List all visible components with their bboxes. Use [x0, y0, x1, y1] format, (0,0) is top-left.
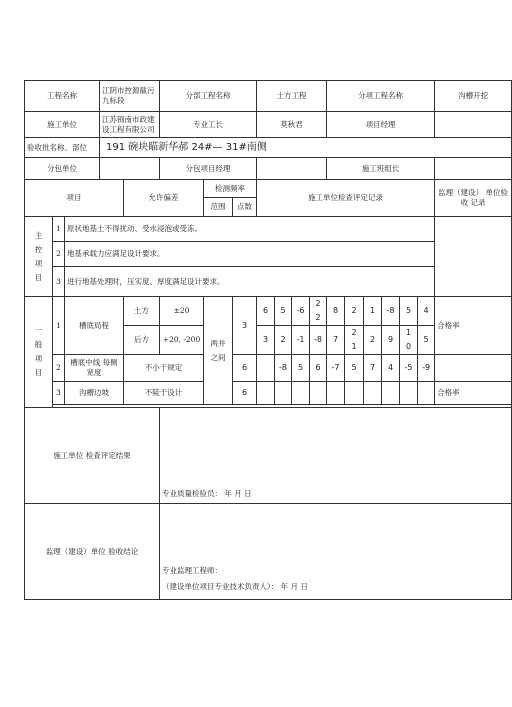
rock-value-9: 10 [400, 326, 418, 355]
rock-value-3: -1 [292, 326, 310, 355]
sl-value-6 [345, 382, 364, 405]
manager-label: 项目经理 [327, 112, 435, 138]
cl-value-5: -7 [327, 355, 345, 382]
batch-label: 验收批名称、部位 [25, 138, 100, 158]
cl-value-3: 5 [292, 355, 310, 382]
head-points: 点数 [233, 198, 257, 217]
cl-value-10: -9 [418, 355, 435, 382]
supervision-sign-line-2: （建设单位项目专业技术负责人）： 年 月 日 [162, 582, 308, 591]
head-scope: 范围 [204, 198, 233, 217]
cl-value-4: 6 [310, 355, 327, 382]
gi-soil-allow: ±20 [160, 297, 204, 326]
rock-value-8: 9 [382, 326, 400, 355]
inspection-form-table [24, 80, 512, 600]
manager-value [435, 112, 512, 138]
sl-value-4 [310, 382, 327, 405]
rock-value-10: 5 [418, 326, 435, 355]
subcontractor-label: 分包单位 [25, 158, 100, 180]
supervision-sign-line-1: 专业监理工程师： [162, 566, 223, 575]
soil-value-1: 6 [257, 297, 275, 326]
sub-manager-label: 分包项目经理 [160, 158, 257, 180]
sl-value-10 [418, 382, 435, 405]
division-value: 土方工程 [257, 81, 327, 112]
construction-sign-line: 专业质量检验员： 年 月 日 [162, 489, 252, 498]
gi-points-1: 3 [233, 297, 257, 355]
mc-text-3: 进行地基处理时，压实度、厚度满足设计要求。 [65, 267, 435, 297]
rock-value-5: 7 [327, 326, 345, 355]
gi-name-3: 沟槽边坡 [65, 382, 124, 405]
construction-sign-cell [160, 408, 512, 504]
cl-value-9: -5 [400, 355, 418, 382]
sl-value-3 [292, 382, 310, 405]
constructor-label: 施工单位 [25, 112, 100, 138]
gi-points-3: 6 [233, 382, 257, 405]
team-leader-value [435, 158, 512, 180]
cl-value-8: 4 [382, 355, 400, 382]
soil-value-8: -8 [382, 297, 400, 326]
gi-no-2: 2 [53, 355, 65, 382]
head-allowance: 允许偏差 [124, 180, 204, 217]
mc-supervisor-cell [435, 217, 512, 297]
division-label: 分部工程名称 [160, 81, 257, 112]
head-supervisor: 监理（建设） 单位验收 记录 [435, 180, 512, 217]
mc-text-2: 地基承载力应满足设计要求。 [65, 242, 435, 267]
rock-value-6: 21 [345, 326, 364, 355]
main-control-label: 主控项目 [25, 217, 53, 297]
gi-name-2: 槽底中线 每侧宽度 [65, 355, 124, 382]
soil-value-6: 2 [345, 297, 364, 326]
sl-value-2 [275, 382, 292, 405]
head-freq: 检测频率 [204, 180, 257, 198]
gi-no-3: 3 [53, 382, 65, 405]
constructor-value: 江苏锦南市政建 设工程有限公司 [100, 112, 160, 138]
supervision-result-label: 监理（建设）单位 验收结论 [25, 504, 160, 600]
soil-value-3: -6 [292, 297, 310, 326]
gi-result-3: 合格率 [435, 382, 512, 405]
soil-value-2: 5 [275, 297, 292, 326]
head-record: 施工单位检查评定记录 [257, 180, 435, 217]
cl-value-7: 7 [364, 355, 382, 382]
sl-value-7 [364, 382, 382, 405]
mc-no-1: 1 [53, 217, 65, 242]
cl-value-2: -8 [275, 355, 292, 382]
project-name-label: 工程名称 [25, 81, 100, 112]
sl-value-1 [257, 382, 275, 405]
subcontractor-value [100, 158, 160, 180]
gi-scope: 两井之间 [204, 297, 233, 405]
item-label: 分项工程名称 [327, 81, 435, 112]
gi-result-2 [435, 355, 512, 382]
soil-value-4: 22 [310, 297, 327, 326]
gi-rock-label: 后方 [124, 326, 160, 355]
gi-soil-label: 土方 [124, 297, 160, 326]
soil-value-10: 4 [418, 297, 435, 326]
rock-value-1: 3 [257, 326, 275, 355]
general-label: 一般项目 [25, 297, 53, 408]
gi-name-1: 槽底局程 [65, 297, 124, 355]
cl-value-1 [257, 355, 275, 382]
soil-value-5: 8 [327, 297, 345, 326]
mc-no-2: 2 [53, 242, 65, 267]
gi-result-1: 合格率 [435, 297, 512, 355]
sub-manager-value [257, 158, 327, 180]
team-leader-label: 施工班组长 [327, 158, 435, 180]
rock-value-7: 2 [364, 326, 382, 355]
rock-value-4: -8 [310, 326, 327, 355]
gi-no-1: 1 [53, 297, 65, 355]
sl-value-5 [327, 382, 345, 405]
soil-value-9: 5 [400, 297, 418, 326]
foreman-value: 莫秋君 [257, 112, 327, 138]
gi-allow-3: 不陡于设计 [124, 382, 204, 405]
item-value: 沟槽开挖 [435, 81, 512, 112]
sl-value-9 [400, 382, 418, 405]
sl-value-8 [382, 382, 400, 405]
mc-text-1: 原状地基土不得扰动、受水浸泡或受冻。 [65, 217, 435, 242]
gi-points-2: 6 [233, 355, 257, 382]
supervision-sign-cell [160, 504, 512, 600]
head-item: 项目 [25, 180, 124, 217]
gi-allow-2: 不小于规定 [124, 355, 204, 382]
rock-value-2: 2 [275, 326, 292, 355]
mc-no-3: 3 [53, 267, 65, 297]
gi-rock-allow: +20, -200 [160, 326, 204, 355]
construction-result-label: 施工单位 检查评定结果 [25, 408, 160, 504]
batch-value: 191 碗块瞄新华郝 24#— 31#南侧 [100, 138, 512, 158]
cl-value-6: 5 [345, 355, 364, 382]
soil-value-7: 1 [364, 297, 382, 326]
foreman-label: 专业工长 [160, 112, 257, 138]
project-name-value: 江阴市控源截污 九标段 [100, 81, 160, 112]
